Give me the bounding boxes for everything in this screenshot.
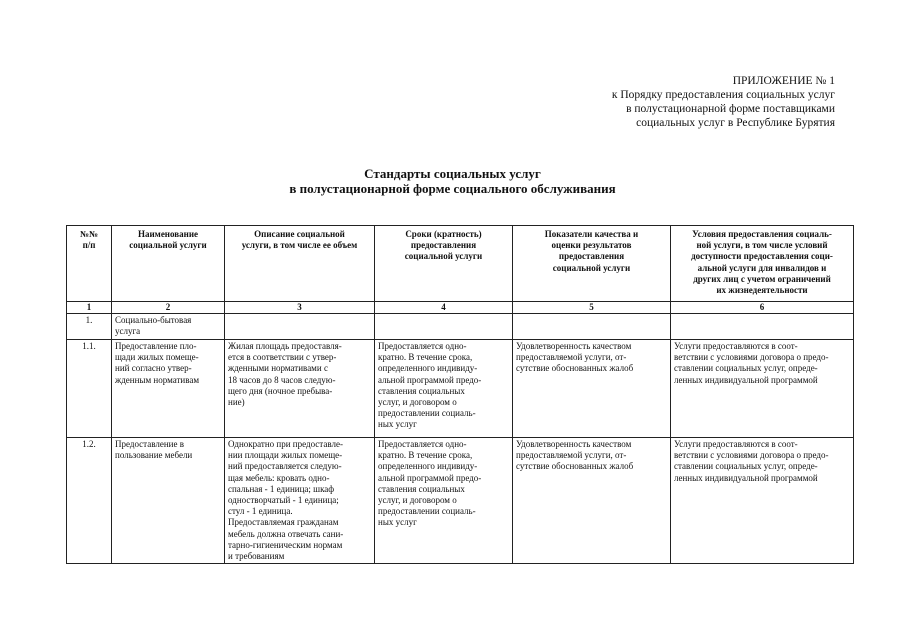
service-conditions: Услуги предоставляются в соот- ветствии с условиями договора о предо- ставлении социальных услуг, опреде- ленных индивидуальной программой — [671, 438, 854, 564]
service-description: Жилая площадь предоставля- ется в соответствии с утвер- жденными нормативами с 18 часов до 8 часов следую- щего дня (ночное пребыва- ние) — [225, 340, 375, 438]
service-description: Однократно при предоставле- нии площади жилых помеще- ний предоставляется следую- щая мебель: кровать одно- спальная - 1 единица; шкаф одностворчатый - 1 единица; стул - 1 единица. Предоставляемая гражданам мебель должна отвечать сани- тарно-гигиеническим нормам и требованиям — [225, 438, 375, 564]
column-number: 5 — [513, 302, 671, 314]
row-number: 1.1. — [67, 340, 112, 438]
appendix-line: социальных услуг в Республике Бурятия — [636, 117, 835, 129]
service-conditions: Услуги предоставляются в соот- ветствии с условиями договора о предо- ставлении социальных услуг, опреде- ленных индивидуальной программой — [671, 340, 854, 438]
section-number: 1. — [67, 314, 112, 340]
header-cell-conditions: Условия предоставления социаль- ной услуги, в том числе условий доступности предоставления соци- альной услуги для инвалидов и других лиц с учетом ограничений их жизнедеятельности — [671, 226, 854, 302]
appendix-line: к Порядку предоставления социальных услуг — [611, 89, 835, 101]
section-row — [67, 314, 854, 340]
column-number: 2 — [112, 302, 225, 314]
column-number: 1 — [67, 302, 112, 314]
column-number-row — [67, 302, 854, 314]
table-header-row — [67, 226, 854, 302]
appendix-line: в полустационарной форме поставщиками — [626, 103, 835, 115]
service-terms: Предоставляется одно- кратно. В течение срока, определенного индивиду- альной программой предо- ставления социальных услуг, и договором о предоставлении социаль- ных услуг — [375, 340, 513, 438]
standards-table — [66, 225, 854, 564]
appendix-title: ПРИЛОЖЕНИЕ № 1 — [732, 75, 835, 87]
service-quality: Удовлетворенность качеством предоставляемой услуги, от- сутствие обоснованных жалоб — [513, 438, 671, 564]
service-terms: Предоставляется одно- кратно. В течение срока, определенного индивиду- альной программой предо- ставления социальных услуг, и договором о предоставлении социаль- ных услуг — [375, 438, 513, 564]
column-number: 4 — [375, 302, 513, 314]
column-number: 6 — [671, 302, 854, 314]
column-number: 3 — [225, 302, 375, 314]
header-cell-quality: Показатели качества и оценки результатов предоставления социальной услуги — [513, 226, 671, 302]
appendix-header — [612, 74, 835, 130]
header-cell-num: №№ п/п — [67, 226, 112, 302]
service-name: Предоставление пло- щади жилых помеще- ний согласно утвер- жденным нормативам — [112, 340, 225, 438]
table-row — [67, 438, 854, 564]
section-name: Социально-бытовая услуга — [112, 314, 225, 340]
service-name: Предоставление в пользование мебели — [112, 438, 225, 564]
table-row — [67, 340, 854, 438]
service-quality: Удовлетворенность качеством предоставляемой услуги, от- сутствие обоснованных жалоб — [513, 340, 671, 438]
header-cell-description: Описание социальной услуги, в том числе ее объем — [225, 226, 375, 302]
header-cell-terms: Сроки (кратность) предоставления социальной услуги — [375, 226, 513, 302]
header-cell-name: Наименование социальной услуги — [112, 226, 225, 302]
document-title — [0, 166, 905, 196]
title-line: в полустационарной форме социального обслуживания — [289, 181, 616, 196]
title-line: Стандарты социальных услуг — [364, 166, 541, 181]
row-number: 1.2. — [67, 438, 112, 564]
